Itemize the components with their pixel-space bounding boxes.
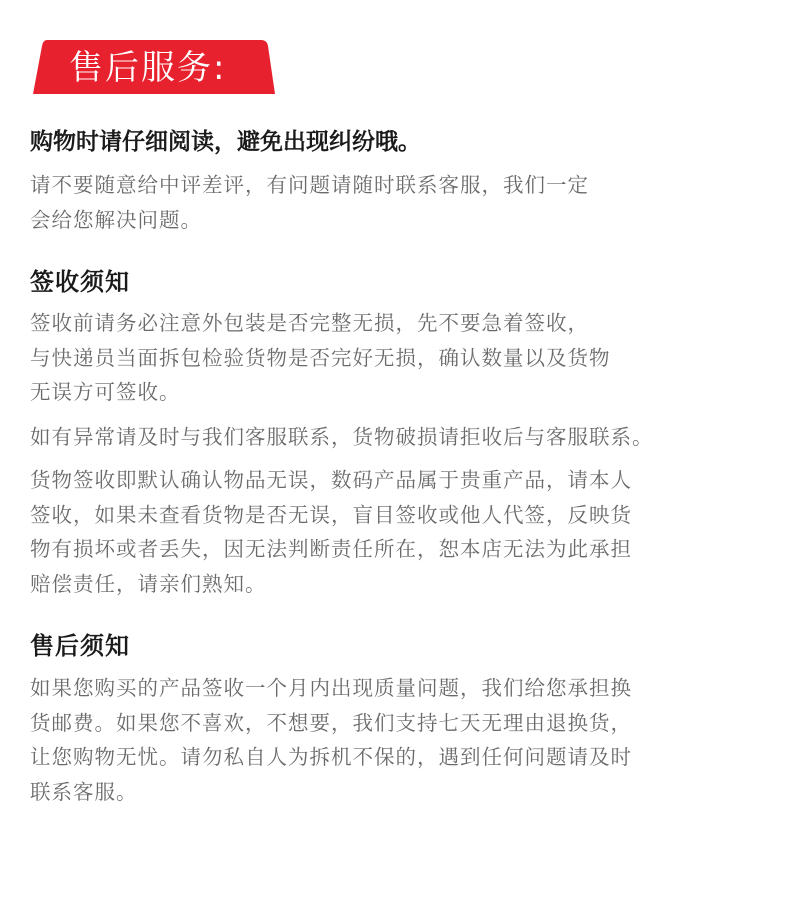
banner-title: 售后服务: bbox=[69, 48, 227, 88]
aftersale-section-heading: 售后须知 bbox=[30, 632, 130, 660]
paragraph-line: 物有损坏或者丢失，因无法判断责任所在，恕本店无法为此承担 bbox=[30, 537, 632, 561]
paragraph-line: 赔偿责任，请亲们熟知。 bbox=[30, 571, 267, 596]
sign-paragraph-1 bbox=[30, 306, 760, 410]
paragraph-line: 货物签收即默认确认物品无误，数码产品属于贵重产品，请本人 bbox=[30, 468, 632, 492]
paragraph-line: 货邮费。如果您不喜欢，不想要，我们支持七天无理由退换货， bbox=[30, 710, 632, 735]
paragraph-line: 让您购物无忧。请勿私自人为拆机不保的，遇到任何问题请及时 bbox=[30, 745, 632, 769]
paragraph-line: 无误方可签收。 bbox=[30, 380, 181, 404]
intro-heading: 购物时请仔细阅读，避免出现纠纷哦。 bbox=[30, 129, 421, 155]
aftersale-paragraph bbox=[30, 671, 760, 809]
paragraph-line: 如果您购买的产品签收一个月内出现质量问题，我们给您承担换 bbox=[30, 676, 632, 700]
sign-paragraph-2 bbox=[30, 420, 760, 455]
paragraph-line: 会给您解决问题。 bbox=[30, 207, 202, 232]
paragraph-line: 签收前请务必注意外包装是否完整无损，先不要急着签收， bbox=[30, 311, 589, 335]
sign-paragraph-3 bbox=[30, 463, 760, 601]
paragraph-line: 签收，如果未查看货物是否无误，盲目签收或他人代签，反映货 bbox=[30, 502, 632, 527]
paragraph-line: 如有异常请及时与我们客服联系，货物破损请拒收后与客服联系。 bbox=[30, 425, 654, 449]
sign-section-heading: 签收须知 bbox=[30, 268, 130, 296]
intro-paragraph bbox=[30, 168, 760, 237]
paragraph-line: 与快递员当面拆包检验货物是否完好无损，确认数量以及货物 bbox=[30, 345, 611, 370]
paragraph-line: 请不要随意给中评差评，有问题请随时联系客服，我们一定 bbox=[30, 173, 589, 197]
paragraph-line: 联系客服。 bbox=[30, 779, 138, 804]
section-banner bbox=[33, 40, 275, 94]
